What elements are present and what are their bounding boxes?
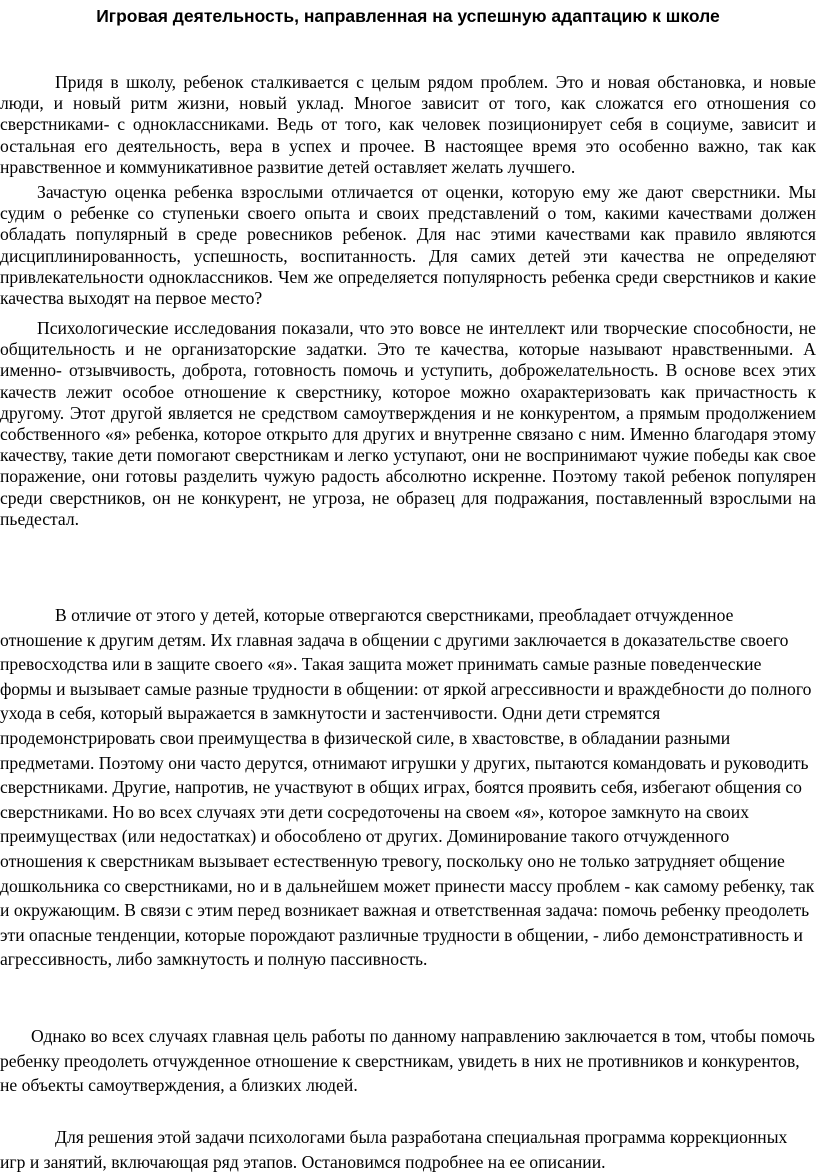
paragraph-research: Психологические исследования показали, что это вовсе не интеллект или творческие способности, не общительность и не организаторские задатки. Это те качества, которые называют нравственными. А именно- отзывчивость, доброта, готовность помочь и уступить, доброжелательность. В основе всех этих качеств лежит особое отношение к сверстнику, которое можно охарактеризовать как причастность к другому. Этот другой является не средством самоутверждения и не конкурентом, а прямым продолжением собственного «я» ребенка, которое открыто для других и внутренне связано с ним. Именно благодаря этому качеству, такие дети помогают сверстникам и легко уступают, они не воспринимают чужие победы как свое поражение, они готовы разделить чужую радость абсолютно искренне. Поэтому такой ребенок популярен среди сверстников, он не конкурент, не угроза, не образец для подражания, поставленный взрослыми на пьедестал. [0, 318, 816, 529]
paragraph-main-goal: Однако во всех случаях главная цель работы по данному направлению заключается в том, чтобы помочь ребенку преодолеть отчужденное отношение к сверстникам, увидеть в них не противников и конкурентов, не объекты самоутверждения, а близких людей. [0, 1026, 815, 1096]
paragraph-peer-assessment: Зачастую оценка ребенка взрослыми отличается от оценки, которую ему же дают сверстники. Мы судим о ребенке со ступеньки своего опыта и своих представлений о том, какими качествами должен обладать популярный в среде ровесников ребенок. Для нас этими качествами как правило являются дисциплинированность, успешность, воспитанность. Для самих детей эти качества не определяют привлекательности одноклассников. Чем же определяется популярность ребенка среди сверстников и какие качества выходят на первое место? [0, 182, 816, 309]
paragraph-intro: Придя в школу, ребенок сталкивается с целым рядом проблем. Это и новая обстановка, и новые люди, и новый ритм жизни, новый уклад. Многое зависит от того, как сложатся его отношения со сверстниками- с одноклассниками. Ведь от того, как человек позиционирует себя в социуме, зависит и остальная его деятельность, вера в успех и прочее. В настоящее время это особенно важно, так как нравственное и коммуникативное развитие детей оставляет желать лучшего. [0, 72, 816, 177]
paragraph-program: Для решения этой задачи психологами была разработана специальная программа коррекционных игр и занятий, включающая ряд этапов. Остановимся подробнее на ее описании. [0, 1127, 788, 1172]
paragraph-rejected-children: В отличие от этого у детей, которые отвергаются сверстниками, преобладает отчужденное отношение к другим детям. Их главная задача в общении с другими заключается в доказательстве своего превосходства или в защите своего «я». Такая защита может принимать самые разные поведенческие формы и вызывает самые разные трудности в общении: от яркой агрессивности и враждебности до полного ухода в себя, который выражается в замкнутости и застенчивости. Одни дети стремятся продемонстрировать свои преимущества в физической силе, в хвастовстве, в обладании разными предметами. Поэтому они часто дерутся, отнимают игрушки у других, пытаются командовать и руководить сверстниками. Другие, напротив, не участвуют в общих играх, боятся проявить себя, избегают общения со сверстниками. Но во всех случаях эти дети сосредоточены на своем «я», которое замкнуто на своих преимуществах (или недостатках) и обособлено от других. Доминирование такого отчужденного отношения к сверстникам вызывает естественную тревогу, поскольку оно не только затрудняет общение дошкольника со сверстниками, но и в дальнейшем может принести массу проблем - как самому ребенку, так и окружающим. В связи с этим перед возникает важная и ответственная задача: помочь ребенку преодолеть эти опасные тенденции, которые порождают различные трудности в общении, - либо демонстративность и агрессивность, либо замкнутость и полную пассивность. [0, 605, 815, 970]
document-title: Игровая деятельность, направленная на успешную адаптацию к школе [96, 6, 720, 26]
